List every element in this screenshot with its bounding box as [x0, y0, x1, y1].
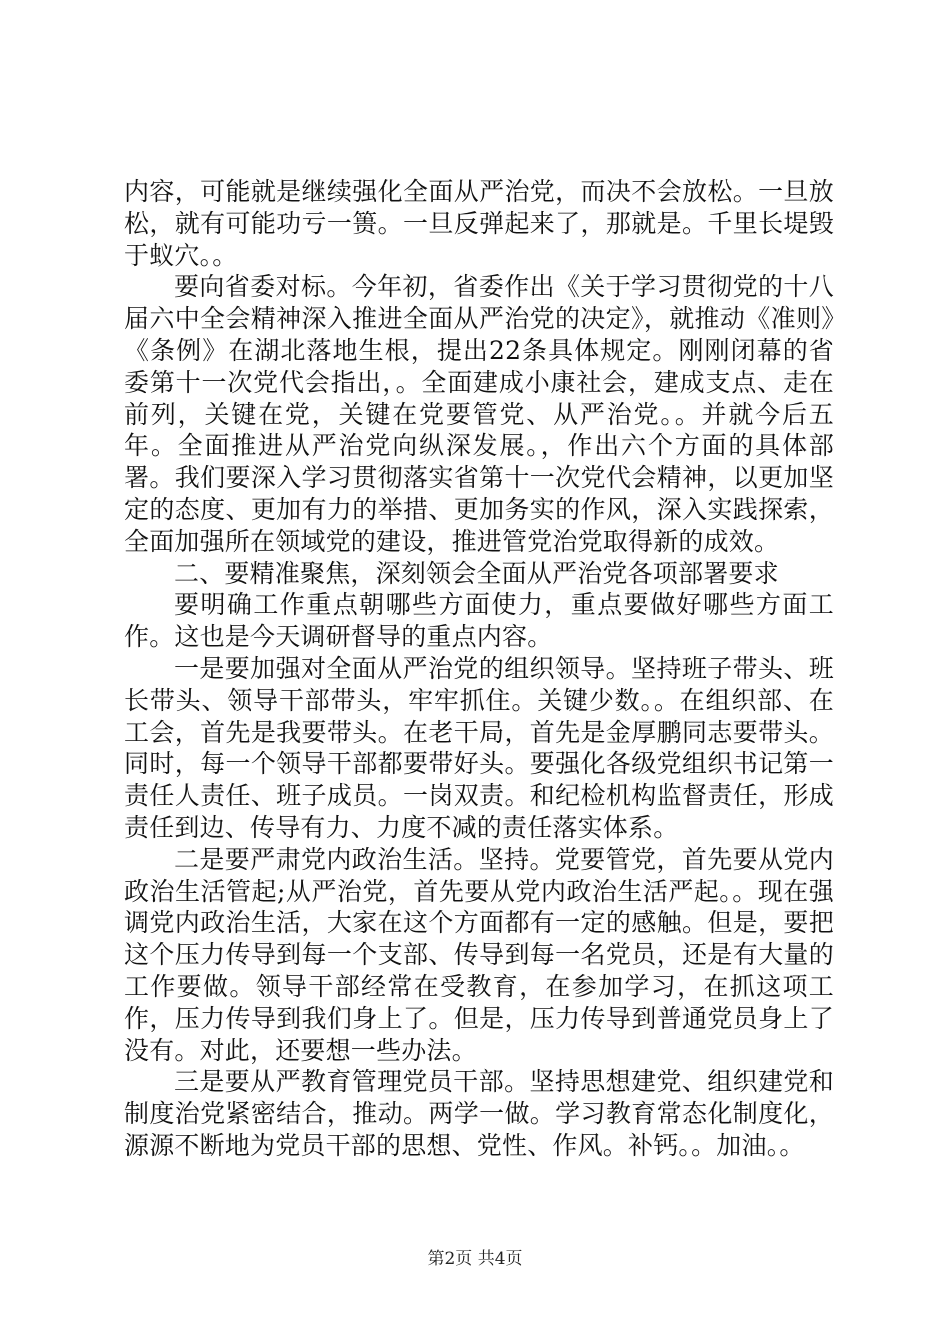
- document-body: [124, 176, 834, 1162]
- paragraph-work-focus: 要明确工作重点朝哪些方面使力，重点要做好哪些方面工作。这也是今天调研督导的重点内容。: [124, 590, 834, 652]
- paragraph-point-2: 二是要严肃党内政治生活。坚持。党要管党，首先要从党内政治生活管起;从严治党，首先要从党内政治生活严起。。现在强调党内政治生活，大家在这个方面都有一定的感触。但是，要把这个压力传导到每一个支部、传导到每一名党员，还是有大量的工作要做。领导干部经常在受教育，在参加学习，在抓这项工作，压力传导到我们身上了。但是，压力传导到普通党员身上了没有。对此，还要想一些办法。: [124, 844, 834, 1065]
- paragraph-provincial-benchmark: 要向省委对标。今年初，省委作出《关于学习贯彻党的十八届六中全会精神深入推进全面从严治党的决定》，就推动《准则》《条例》在湖北落地生根，提出22条具体规定。刚刚闭幕的省委第十一次党代会指出，。全面建成小康社会，建成支点、走在前列，关键在党，关键在党要管党、从严治党。。并就今后五年。全面推进从严治党向纵深发展。，作出六个方面的具体部署。我们要深入学习贯彻落实省第十一次党代会精神，以更加坚定的态度、更加有力的举措、更加务实的作风，深入实践探索，全面加强所在领域党的建设，推进管党治党取得新的成效。: [124, 272, 834, 556]
- page-number-label: 第2页 共4页: [427, 1249, 523, 1269]
- paragraph-point-1: 一是要加强对全面从严治党的组织领导。坚持班子带头、班长带头、领导干部带头，牢牢抓住。关键少数。。在组织部、在工会，首先是我要带头。在老干局，首先是金厚鹏同志要带头。同时，每一个领导干部都要带好头。要强化各级党组织书记第一责任人责任、班子成员。一岗双责。和纪检机构监督责任，形成责任到边、传导有力、力度不减的责任落实体系。: [124, 653, 834, 842]
- section-heading-2: 二、要精准聚焦，深刻领会全面从严治党各项部署要求: [174, 558, 779, 588]
- page-footer: [0, 1244, 950, 1269]
- paragraph-continuation: 内容，可能就是继续强化全面从严治党，而决不会放松。一旦放松，就有可能功亏一篑。一旦反弹起来了，那就是。千里长堤毁于蚁穴。。: [124, 177, 834, 270]
- paragraph-point-3: 三是要从严教育管理党员干部。坚持思想建党、组织建党和制度治党紧密结合，推动。两学一做。学习教育常态化制度化，源源不断地为党员干部的思想、党性、作风。补钙。。加油。。: [124, 1067, 834, 1160]
